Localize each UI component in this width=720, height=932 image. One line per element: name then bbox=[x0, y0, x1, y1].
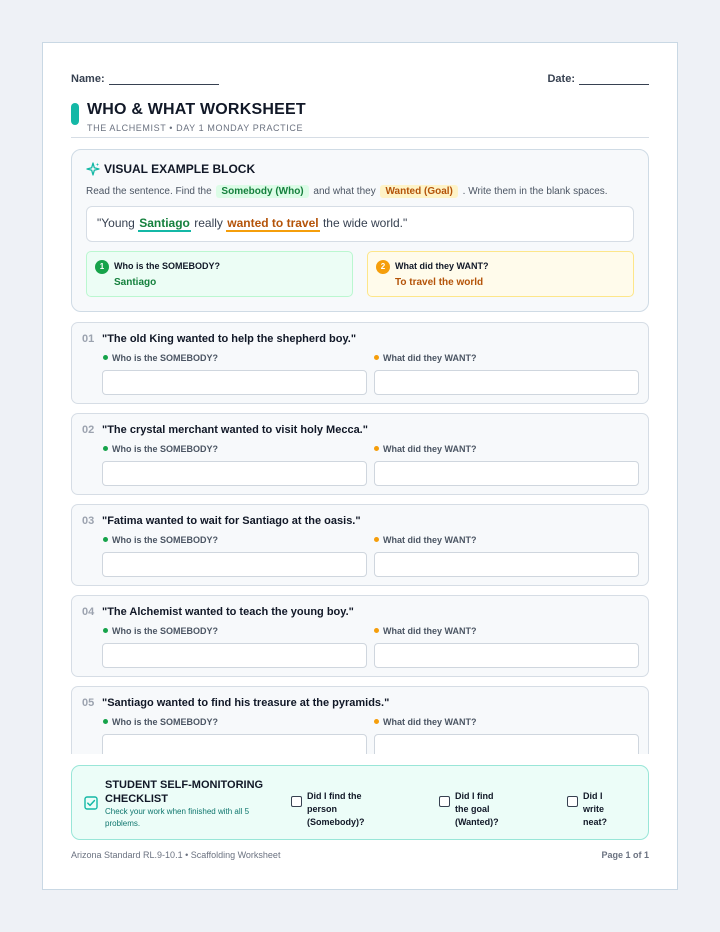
checkbox[interactable] bbox=[439, 796, 450, 807]
who-label: Who is the SOMEBODY? bbox=[103, 626, 218, 636]
page-title: WHO & WHAT WORKSHEET bbox=[87, 101, 306, 118]
somebody-answer-field[interactable] bbox=[102, 734, 367, 754]
date-blank[interactable] bbox=[579, 73, 649, 85]
sentence-part-1: "Young bbox=[97, 216, 135, 230]
problem-card bbox=[71, 686, 649, 754]
checklist-subtitle: Check your work when finished with all 5 problems. bbox=[105, 807, 250, 828]
instr-text-1: Read the sentence. Find the bbox=[86, 186, 212, 197]
who-label: Who is the SOMEBODY? bbox=[103, 444, 218, 454]
problem-sentence: "Fatima wanted to wait for Santiago at the oasis." bbox=[102, 515, 361, 527]
goal-tag: Wanted (Goal) bbox=[380, 185, 457, 198]
problem-number: 02 bbox=[82, 424, 95, 436]
footer-standard: Arizona Standard RL.9-10.1 • Scaffolding Worksheet bbox=[71, 850, 281, 860]
example-who-answer: Santiago bbox=[114, 277, 157, 288]
somebody-answer-field[interactable] bbox=[102, 643, 367, 668]
worksheet-page bbox=[42, 42, 678, 890]
somebody-answer-field[interactable] bbox=[102, 552, 367, 577]
problem-number: 05 bbox=[82, 697, 95, 709]
highlight-somebody: Santiago bbox=[139, 216, 190, 230]
accent-bar bbox=[71, 103, 79, 125]
example-want-question: What did they WANT? bbox=[395, 261, 489, 271]
date-field[interactable] bbox=[547, 73, 649, 85]
header-divider bbox=[71, 137, 649, 138]
problem-sentence: "The old King wanted to help the shepherd boy." bbox=[102, 333, 357, 345]
footer-page-number: Page 1 of 1 bbox=[601, 850, 649, 860]
checkbox-checked-icon bbox=[84, 796, 98, 810]
worksheet-header bbox=[71, 101, 649, 137]
visual-example-block bbox=[71, 149, 649, 312]
who-label: Who is the SOMEBODY? bbox=[103, 717, 218, 727]
name-label: Name: bbox=[71, 73, 105, 85]
example-heading bbox=[86, 162, 255, 176]
sparkle-icon bbox=[86, 162, 100, 176]
problem-sentence: "The Alchemist wanted to teach the young boy." bbox=[102, 606, 354, 618]
somebody-answer-field[interactable] bbox=[102, 461, 367, 486]
who-label: Who is the SOMEBODY? bbox=[103, 353, 218, 363]
problem-sentence: "The crystal merchant wanted to visit holy Mecca." bbox=[102, 424, 368, 436]
sentence-part-2: really bbox=[194, 216, 223, 230]
example-somebody-box bbox=[86, 251, 353, 297]
instr-text-2: and what they bbox=[313, 186, 376, 197]
want-label: What did they WANT? bbox=[374, 535, 477, 545]
name-date-line bbox=[71, 73, 649, 89]
example-heading-text: VISUAL EXAMPLE BLOCK bbox=[104, 162, 256, 176]
example-sentence bbox=[86, 206, 634, 242]
example-want-box bbox=[367, 251, 634, 297]
name-blank[interactable] bbox=[109, 73, 219, 85]
problem-list bbox=[71, 322, 649, 754]
want-label: What did they WANT? bbox=[374, 626, 477, 636]
date-label: Date: bbox=[547, 73, 575, 85]
name-field[interactable] bbox=[71, 73, 219, 85]
problem-number: 03 bbox=[82, 515, 95, 527]
example-instructions bbox=[86, 185, 608, 198]
problem-card bbox=[71, 504, 649, 586]
want-label: What did they WANT? bbox=[374, 717, 477, 727]
checklist-item-label: Did I find the person (Somebody)? bbox=[307, 791, 365, 827]
example-who-question: Who is the SOMEBODY? bbox=[114, 261, 221, 271]
step-badge-2: 2 bbox=[376, 260, 390, 274]
problem-card bbox=[71, 413, 649, 495]
want-label: What did they WANT? bbox=[374, 353, 477, 363]
checkbox[interactable] bbox=[291, 796, 302, 807]
who-label: Who is the SOMEBODY? bbox=[103, 535, 218, 545]
want-answer-field[interactable] bbox=[374, 734, 639, 754]
want-answer-field[interactable] bbox=[374, 552, 639, 577]
want-label: What did they WANT? bbox=[374, 444, 477, 454]
example-want-answer: To travel the world bbox=[395, 277, 484, 288]
problem-card bbox=[71, 595, 649, 677]
highlight-wanted: wanted to travel bbox=[227, 216, 319, 230]
checklist-title: STUDENT SELF-MONITORING CHECKLIST bbox=[105, 779, 264, 805]
want-answer-field[interactable] bbox=[374, 461, 639, 486]
somebody-answer-field[interactable] bbox=[102, 370, 367, 395]
step-badge-1: 1 bbox=[95, 260, 109, 274]
checkbox[interactable] bbox=[567, 796, 578, 807]
problem-number: 01 bbox=[82, 333, 95, 345]
want-answer-field[interactable] bbox=[374, 643, 639, 668]
sentence-part-3: the wide world." bbox=[322, 216, 408, 230]
page-subtitle: THE ALCHEMIST • DAY 1 MONDAY PRACTICE bbox=[87, 123, 304, 133]
problem-card bbox=[71, 322, 649, 404]
self-monitoring-checklist bbox=[71, 765, 649, 840]
somebody-tag: Somebody (Who) bbox=[216, 185, 308, 198]
instr-text-3: . Write them in the blank spaces. bbox=[462, 186, 608, 197]
problem-sentence: "Santiago wanted to find his treasure at the pyramids." bbox=[102, 697, 390, 709]
problem-number: 04 bbox=[82, 606, 95, 618]
want-answer-field[interactable] bbox=[374, 370, 639, 395]
checklist-item-label: Did I find the goal (Wanted)? bbox=[455, 791, 499, 827]
checklist-item-label: Did I write neat? bbox=[583, 791, 608, 827]
